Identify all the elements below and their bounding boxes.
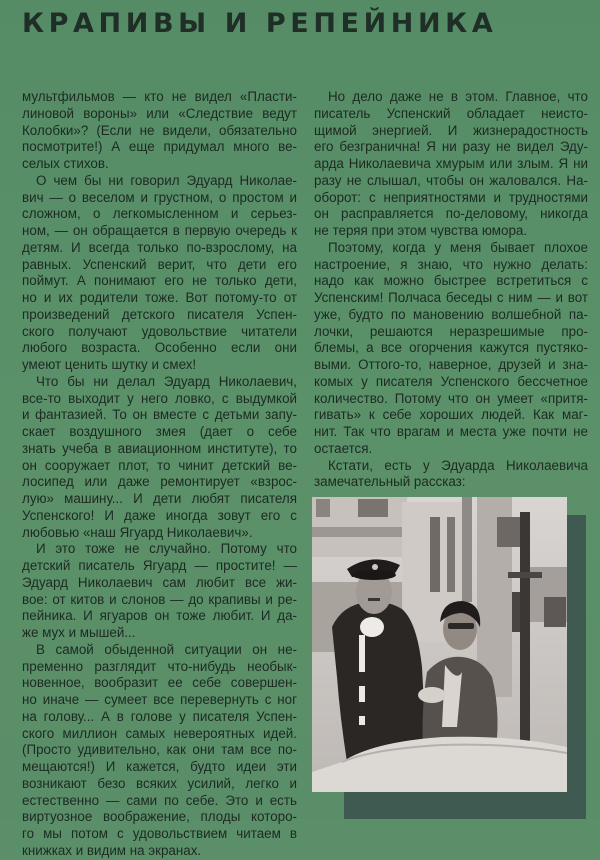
text-line: оборот: с неприятностями и трудностями — [314, 189, 588, 205]
text-line: О чем бы ни говорил Эдуард Николае- — [36, 172, 297, 188]
text-line: он сооружает плот, то чинит детский ве- — [22, 457, 297, 473]
photo — [312, 497, 567, 792]
text-line: но иначе — сумеет все перевернуть с ног — [22, 692, 297, 707]
text-line: Кстати, есть у Эдуарда Николаевича — [328, 457, 588, 473]
text-line: разу не слышал, чтобы он жаловался. На- — [314, 172, 588, 188]
text-line: И это тоже не случайно. Потому что — [36, 541, 297, 557]
text-line: ского миллион самых невероятных идей. — [22, 725, 297, 741]
text-line: и фантазией. То он вместе с детьми запу- — [22, 407, 297, 423]
text-line: Поэтому, когда у меня бывает плохое — [328, 239, 588, 255]
text-line: уже, будто по мановению волшебной па- — [314, 306, 588, 322]
text-line: Колобки»? (Если не видели, обязательно — [22, 122, 297, 138]
text-line: естественно — сами по себе. Это и есть — [22, 792, 297, 808]
text-line: Но дело даже не в этом. Главное, что — [328, 89, 588, 104]
text-line: остается. — [314, 440, 373, 456]
text-line: комых у писателя Успенского бессчетное — [314, 373, 588, 389]
text-line: посмотрите!) А еще придумал много ве- — [22, 139, 297, 155]
text-line: писатель Успенский обладает неисто- — [314, 105, 588, 121]
text-line: пейника. И ягуаров он тоже любит. И да- — [22, 608, 297, 624]
text-line: вое: от китов и слонов — до крапивы и ре- — [22, 591, 297, 607]
text-line: умеют ценить шутку и смех! — [22, 357, 197, 372]
text-column-right — [314, 89, 588, 491]
text-line: го мы потом с удовольствием читаем в — [22, 826, 297, 841]
text-line: селых стихов. — [22, 156, 109, 171]
text-line: лую» машину... И дети любят писателя — [22, 491, 297, 506]
text-line: скает воздушного змея (дает о себе — [22, 424, 297, 439]
text-line: замечательный рассказ: — [314, 474, 466, 490]
text-line: любого возраста. Особенно если они — [22, 340, 297, 356]
text-line: сложном, о легкомысленном и серьез- — [22, 206, 297, 222]
text-line: ского получают удовольствие читатели — [22, 323, 297, 339]
text-line: надо как можно быстрее встретиться с — [314, 273, 588, 289]
text-line: поймут. А понимают его не только дети, — [22, 273, 297, 289]
text-line: виртуозное воображение, плоды которо- — [22, 809, 297, 825]
text-line: лосипед или даже ремонтирует «взрос- — [22, 474, 297, 490]
text-line: блемы, а все огорчения кажутся пустяко- — [314, 340, 588, 356]
text-line: не теряя при этом чувства юмора. — [314, 223, 528, 238]
text-line: возникают безо всяких усилий, легко и — [22, 775, 297, 791]
text-line: лочки, решаются неразрешимые про- — [314, 323, 588, 339]
text-line: В самой обыденной ситуации он не- — [36, 641, 297, 657]
text-line: детский писатель Ягуард — простите! — — [22, 558, 297, 573]
text-line: Успенского! И даже иногда зовут его с — [22, 507, 297, 523]
text-line: (Просто удивительно, как они там все по- — [22, 742, 297, 758]
text-line: Успенским! Полчаса беседы с ним — и вот — [314, 290, 588, 305]
text-line: выми. Оттого-то, наверное, друзей и зна- — [314, 357, 588, 372]
text-line: линовой вороны» или «Следствие ведут — [22, 105, 297, 121]
text-line: новенное, вообразит ее себе совершен- — [22, 675, 297, 691]
text-column-left — [22, 89, 297, 860]
text-line: знать учеба в авиационном институте), то — [22, 440, 297, 456]
text-line: все-то выходит у него ловко, с выдумкой — [22, 390, 297, 406]
text-line: Эдуард Николаевич сам любит все жи- — [22, 574, 297, 590]
text-line: гивать» к себе хороших людей. Как маг- — [314, 407, 588, 423]
text-line: Что бы ни делал Эдуард Николаевич, — [36, 373, 297, 389]
text-line: мещаются!) И кажется, будто идеи эти — [22, 759, 297, 774]
photo-illustration — [312, 497, 567, 792]
text-line: нит. Так что врагам и места уже почти не — [314, 424, 588, 439]
text-line: арда Николаевича хмурым или злым. Я ни — [314, 156, 588, 171]
text-line: произведений детского писателя Успен- — [22, 306, 297, 322]
text-line: настроение, я знаю, что нужно делать: — [314, 256, 588, 272]
text-line: его безгранична! Я ни разу не видел Эду- — [314, 139, 588, 155]
text-line: пременно разглядит что-нибудь необык- — [22, 658, 297, 674]
text-line: щимой энергией. И жизнерадостность — [314, 122, 588, 138]
text-line: же мух и мышей... — [22, 625, 136, 640]
text-line: вич — о веселом и грустном, о простом и — [22, 189, 297, 205]
text-line: книжках и видим на экранах. — [22, 842, 202, 858]
text-line: ном, — он обращается в первую очередь к — [22, 223, 297, 238]
text-line: он расправляется по-деловому, никогда — [314, 206, 588, 222]
text-line: любовью «наш Ягуард Николаевич». — [22, 524, 253, 540]
text-line: детям. И всегда только по-взрослому, на — [22, 239, 297, 255]
text-line: равных. Успенский верит, что дети его — [22, 256, 297, 272]
text-line: но и их родители тоже. Вот потому-то от — [22, 290, 297, 305]
text-line: мультфильмов — кто не видел «Пласти- — [22, 89, 297, 104]
text-line: на голову... А в голове у писателя Успен- — [22, 708, 297, 724]
page-heading: КРАПИВЫ И РЕПЕЙНИКА — [22, 8, 498, 39]
text-line: количество. Потому что он умеет «притя- — [314, 390, 588, 406]
